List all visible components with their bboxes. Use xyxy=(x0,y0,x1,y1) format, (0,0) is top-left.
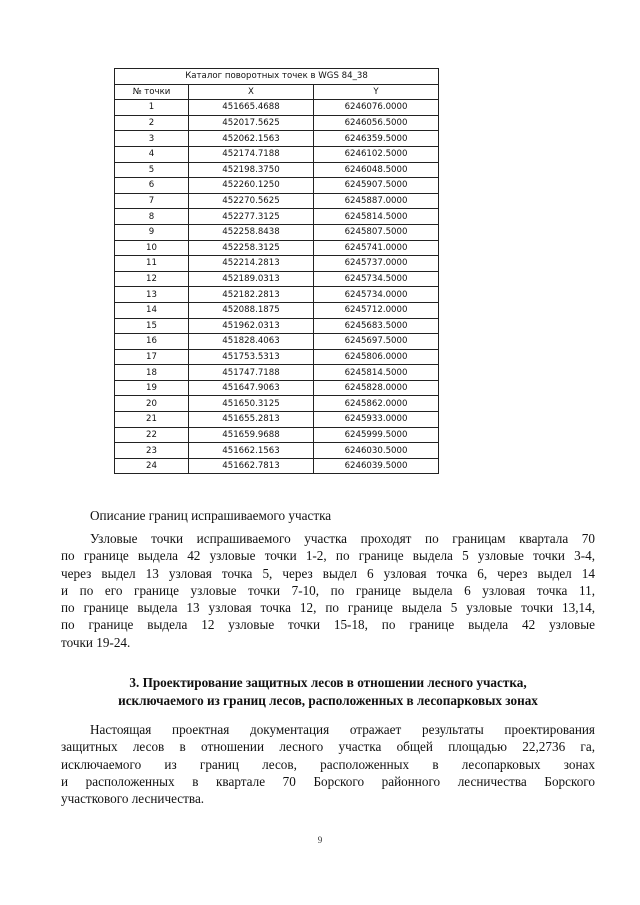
table-row xyxy=(115,162,439,178)
cell-y: 6245862.0000 xyxy=(314,396,439,412)
cell-y: 6245814.5000 xyxy=(314,365,439,381)
cell-point-number: 10 xyxy=(115,240,189,256)
cell-point-number: 13 xyxy=(115,287,189,303)
cell-point-number: 20 xyxy=(115,396,189,412)
cell-point-number: 9 xyxy=(115,224,189,240)
cell-point-number: 7 xyxy=(115,193,189,209)
text-line: через выдел 13 узловая точка 5, через выдел 6 узловая точка 6, через выдел 14 xyxy=(61,565,595,581)
cell-x: 452174.7188 xyxy=(189,146,314,162)
cell-y: 6246056.5000 xyxy=(314,115,439,131)
cell-y: 6245999.5000 xyxy=(314,427,439,443)
cell-x: 451747.7188 xyxy=(189,365,314,381)
coordinates-table xyxy=(114,68,439,474)
cell-point-number: 16 xyxy=(115,334,189,350)
table-row xyxy=(115,146,439,162)
cell-x: 452062.1563 xyxy=(189,131,314,147)
cell-x: 452214.2813 xyxy=(189,256,314,272)
cell-y: 6245683.5000 xyxy=(314,318,439,334)
column-header-x: X xyxy=(189,84,314,100)
table-row xyxy=(115,131,439,147)
cell-x: 451662.7813 xyxy=(189,458,314,474)
text-line: и расположенных в квартале 70 Борского районного лесничества Борского xyxy=(61,773,595,789)
cell-point-number: 6 xyxy=(115,178,189,194)
table-row xyxy=(115,427,439,443)
cell-y: 6245734.0000 xyxy=(314,287,439,303)
cell-point-number: 22 xyxy=(115,427,189,443)
cell-point-number: 11 xyxy=(115,256,189,272)
text-line: Узловые точки испрашиваемого участка проходят по границам квартала 70 xyxy=(90,531,595,546)
text-line: исключаемого из границ лесов, расположенных в лесопарковых зонах xyxy=(61,756,595,772)
column-header-y: Y xyxy=(314,84,439,100)
cell-point-number: 4 xyxy=(115,146,189,162)
cell-y: 6245734.5000 xyxy=(314,271,439,287)
table-row xyxy=(115,193,439,209)
table-row xyxy=(115,209,439,225)
cell-y: 6245828.0000 xyxy=(314,380,439,396)
cell-x: 451662.1563 xyxy=(189,443,314,459)
cell-y: 6245806.0000 xyxy=(314,349,439,365)
cell-y: 6246359.5000 xyxy=(314,131,439,147)
text-line: защитных лесов в отношении лесного участка общей площадью 22,2736 га, xyxy=(61,739,595,755)
cell-point-number: 18 xyxy=(115,365,189,381)
cell-x: 452277.3125 xyxy=(189,209,314,225)
table-row xyxy=(115,302,439,318)
cell-y: 6246048.5000 xyxy=(314,162,439,178)
cell-x: 452270.5625 xyxy=(189,193,314,209)
cell-x: 451753.5313 xyxy=(189,349,314,365)
section-heading-line: 3. Проектирование защитных лесов в отношении лесного участка, xyxy=(129,675,527,690)
table-row xyxy=(115,334,439,350)
cell-point-number: 15 xyxy=(115,318,189,334)
cell-x: 452258.3125 xyxy=(189,240,314,256)
cell-x: 452017.5625 xyxy=(189,115,314,131)
column-header-point-number: № точки xyxy=(115,84,189,100)
cell-point-number: 17 xyxy=(115,349,189,365)
cell-y: 6246076.0000 xyxy=(314,100,439,116)
table-row xyxy=(115,178,439,194)
cell-point-number: 1 xyxy=(115,100,189,116)
cell-point-number: 23 xyxy=(115,443,189,459)
cell-y: 6246039.5000 xyxy=(314,458,439,474)
cell-y: 6246030.5000 xyxy=(314,443,439,459)
cell-x: 451828.4063 xyxy=(189,334,314,350)
cell-point-number: 24 xyxy=(115,458,189,474)
table-row xyxy=(115,256,439,272)
boundary-caption: Описание границ испрашиваемого участка xyxy=(90,508,332,523)
cell-point-number: 5 xyxy=(115,162,189,178)
table-row xyxy=(115,365,439,381)
text-line: участкового лесничества. xyxy=(61,791,205,807)
cell-x: 452088.1875 xyxy=(189,302,314,318)
text-line: по границе выдела 13 узловая точка 12, по границе выдела 5 узловые точки 13,14, xyxy=(61,600,595,616)
section-paragraph xyxy=(61,721,595,807)
cell-x: 451659.9688 xyxy=(189,427,314,443)
text-line: и по его границе узловые точки 7-10, по границе выдела 6 узловая точка 11, xyxy=(61,582,595,598)
cell-point-number: 21 xyxy=(115,412,189,428)
cell-x: 452189.0313 xyxy=(189,271,314,287)
text-line: Настоящая проектная документация отражает результаты проектирования xyxy=(90,722,595,737)
cell-point-number: 19 xyxy=(115,380,189,396)
cell-y: 6245814.5000 xyxy=(314,209,439,225)
text-line: по границе выдела 12 узловые точки 15-18, по границе выдела 42 узловые xyxy=(61,617,595,633)
table-row xyxy=(115,380,439,396)
table-title: Каталог поворотных точек в WGS 84_38 xyxy=(115,69,439,85)
table-row xyxy=(115,240,439,256)
table-row xyxy=(115,349,439,365)
table-header-row xyxy=(115,84,439,100)
cell-y: 6245741.0000 xyxy=(314,240,439,256)
cell-y: 6245737.0000 xyxy=(314,256,439,272)
cell-point-number: 12 xyxy=(115,271,189,287)
cell-y: 6245697.5000 xyxy=(314,334,439,350)
cell-x: 451650.3125 xyxy=(189,396,314,412)
cell-x: 451655.2813 xyxy=(189,412,314,428)
page-number: 9 xyxy=(317,835,323,845)
cell-x: 452182.2813 xyxy=(189,287,314,303)
table-row xyxy=(115,100,439,116)
section-heading-line: исключаемого из границ лесов, расположенных в лесопарковых зонах xyxy=(118,693,538,708)
cell-point-number: 14 xyxy=(115,302,189,318)
cell-x: 452198.3750 xyxy=(189,162,314,178)
boundary-description xyxy=(61,530,595,651)
text-line: по границе выдела 42 узловые точки 1-2, по границе выдела 5 узловые точки 3-4, xyxy=(61,548,595,564)
text-line: точки 19-24. xyxy=(61,634,131,650)
cell-x: 451962.0313 xyxy=(189,318,314,334)
cell-x: 451647.9063 xyxy=(189,380,314,396)
table-row xyxy=(115,443,439,459)
table-row xyxy=(115,287,439,303)
table-row xyxy=(115,224,439,240)
cell-x: 452258.8438 xyxy=(189,224,314,240)
cell-y: 6245933.0000 xyxy=(314,412,439,428)
table-row xyxy=(115,412,439,428)
cell-point-number: 8 xyxy=(115,209,189,225)
cell-x: 451665.4688 xyxy=(189,100,314,116)
cell-y: 6246102.5000 xyxy=(314,146,439,162)
cell-y: 6245712.0000 xyxy=(314,302,439,318)
table-row xyxy=(115,458,439,474)
cell-y: 6245887.0000 xyxy=(314,193,439,209)
cell-x: 452260.1250 xyxy=(189,178,314,194)
cell-y: 6245807.5000 xyxy=(314,224,439,240)
table-row xyxy=(115,271,439,287)
table-row xyxy=(115,318,439,334)
table-row xyxy=(115,115,439,131)
table-row xyxy=(115,396,439,412)
cell-point-number: 2 xyxy=(115,115,189,131)
table-body xyxy=(115,100,439,474)
cell-point-number: 3 xyxy=(115,131,189,147)
cell-y: 6245907.5000 xyxy=(314,178,439,194)
section-heading xyxy=(61,674,595,710)
